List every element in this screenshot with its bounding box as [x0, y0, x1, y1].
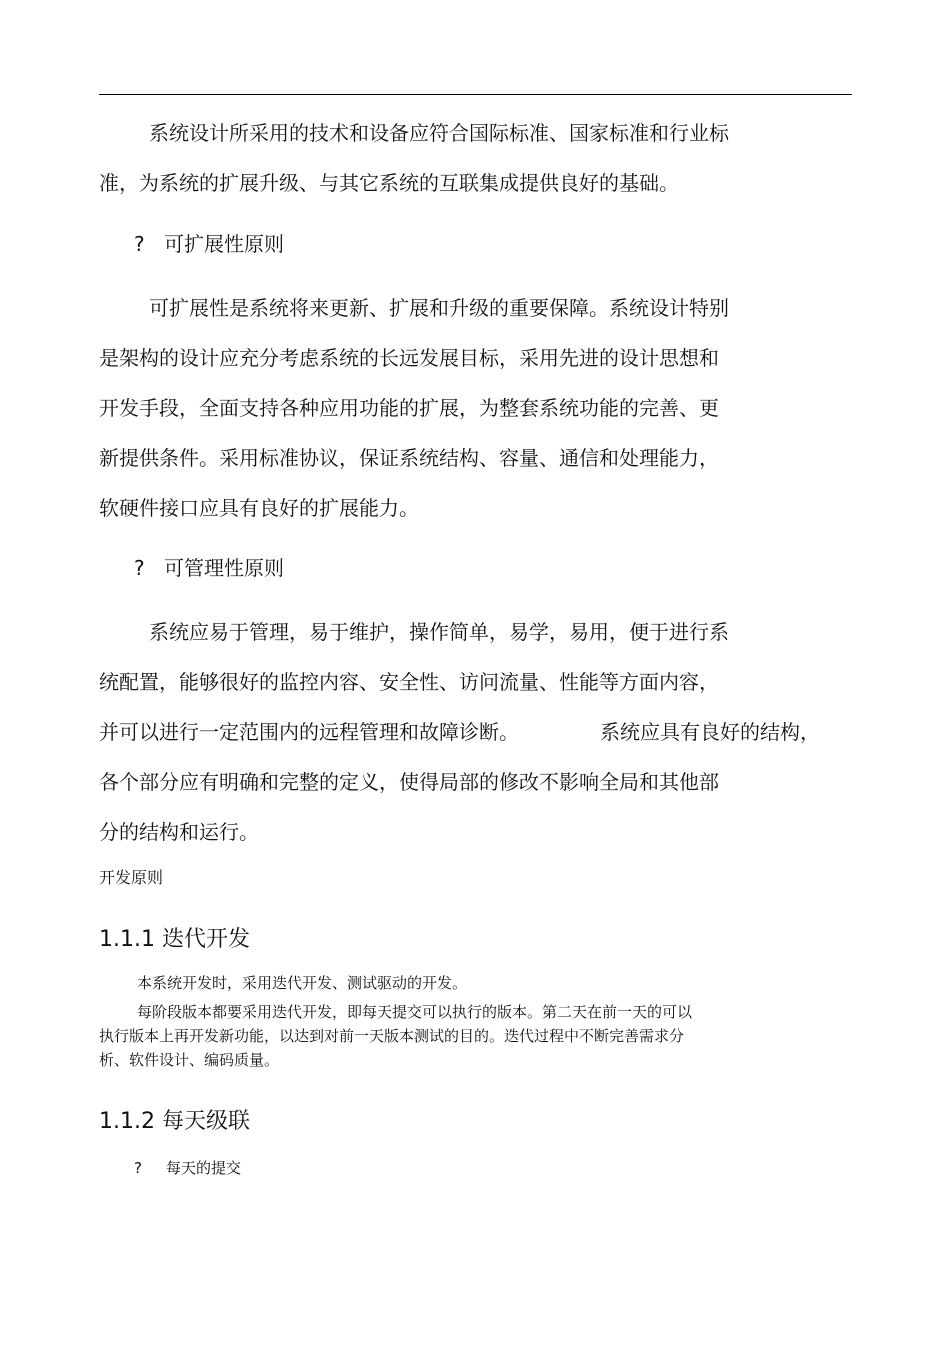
- paragraph-line: 是架构的设计应充分考虑系统的长远发展目标，采用先进的设计思想和: [99, 346, 719, 370]
- paragraph-line: 每阶段版本都要采用迭代开发，即每天提交可以执行的版本。第二天在前一天的可以: [137, 1003, 693, 1021]
- paragraph-line: 开发手段，全面支持各种应用功能的扩展，为整套系统功能的完善、更: [99, 396, 719, 420]
- section-heading-iterative: 1.1.1 迭代开发: [99, 927, 250, 952]
- paragraph-line: 并可以进行一定范围内的远程管理和故障诊断。: [99, 720, 519, 744]
- paragraph-line: 执行版本上再开发新功能，以达到对前一天版本测试的目的。迭代过程中不断完善需求分: [99, 1027, 685, 1045]
- header-rule: [99, 94, 852, 95]
- paragraph-line: 本系统开发时，采用迭代开发、测试驱动的开发。: [137, 974, 468, 992]
- list-item-daily-commit: [134, 1158, 241, 1178]
- paragraph-line: 软硬件接口应具有良好的扩展能力。: [99, 496, 419, 520]
- paragraph-line: 准，为系统的扩展升级、与其它系统的互联集成提供良好的基础。: [99, 171, 679, 195]
- principle-heading: 可扩展性原则: [164, 232, 284, 256]
- list-item-scalability: [134, 232, 284, 256]
- paragraph-line: 分的结构和运行。: [99, 820, 259, 844]
- paragraph-line: 新提供条件。采用标准协议，保证系统结构、容量、通信和处理能力，: [99, 446, 719, 470]
- bullet-icon: ?: [134, 556, 145, 580]
- list-item-label: 每天的提交: [166, 1159, 242, 1177]
- paragraph-line: 统配置，能够很好的监控内容、安全性、访问流量、性能等方面内容，: [99, 670, 719, 694]
- section-heading-daily: 1.1.2 每天级联: [99, 1109, 250, 1134]
- paragraph-line: 系统设计所采用的技术和设备应符合国际标准、国家标准和行业标: [149, 121, 729, 145]
- paragraph-line: 可扩展性是系统将来更新、扩展和升级的重要保障。系统设计特别: [149, 296, 729, 320]
- paragraph-line: 系统应具有良好的结构，: [600, 720, 820, 744]
- bullet-icon: ?: [134, 232, 145, 256]
- bullet-icon: ?: [134, 1159, 142, 1177]
- paragraph-line: 析、软件设计、编码质量。: [99, 1051, 280, 1069]
- list-item-manageability: [134, 556, 284, 580]
- principle-heading: 可管理性原则: [164, 556, 284, 580]
- paragraph-line: 系统应易于管理，易于维护，操作简单，易学，易用，便于进行系: [149, 620, 729, 644]
- paragraph-line: 各个部分应有明确和完整的定义，使得局部的修改不影响全局和其他部: [99, 770, 719, 794]
- section-label: 开发原则: [99, 868, 164, 887]
